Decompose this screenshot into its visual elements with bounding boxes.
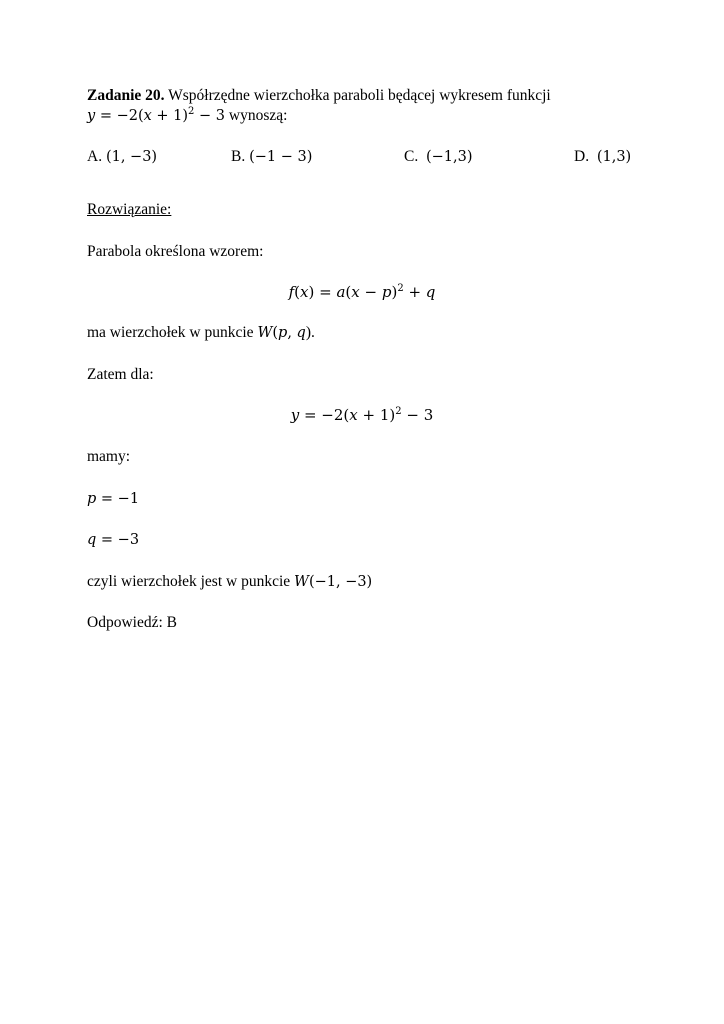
conclusion: czyli wierzchołek jest w punkcie W(−1, −3)	[87, 573, 373, 590]
p-value: p = −1	[87, 491, 140, 507]
task-equation-line	[87, 106, 287, 126]
option-c: C. (−1,3)	[404, 148, 473, 165]
vertex-form-formula: $f(x) = a(x - p)^2 + q$	[288, 283, 436, 301]
task-statement	[87, 86, 551, 106]
task-equation: $y = -2(x + 1)^2 - 3$	[87, 106, 226, 124]
option-a: A. (1, −3)	[87, 148, 158, 165]
specific-equation: $y = -2(x + 1)^2 - 3$	[290, 406, 434, 424]
answer: Odpowiedź: B	[87, 614, 177, 631]
then-text: Zatem dla:	[87, 366, 154, 383]
solution-heading: Rozwiązanie:	[87, 201, 172, 218]
q-value: q = −3	[87, 532, 140, 548]
solution-intro: Parabola określona wzorem:	[87, 243, 264, 260]
vertex-statement: ma wierzchołek w punkcie W(p, q).	[87, 324, 315, 341]
option-b: B. (−1 − 3)	[231, 148, 313, 165]
option-d: D. (1,3)	[574, 148, 632, 165]
task-title: Zadanie 20.	[87, 87, 165, 104]
task-suffix: wynoszą:	[228, 107, 288, 124]
task-question: Współrzędne wierzchołka paraboli będącej wykresem funkcji	[168, 87, 551, 104]
have-text: mamy:	[87, 448, 131, 465]
